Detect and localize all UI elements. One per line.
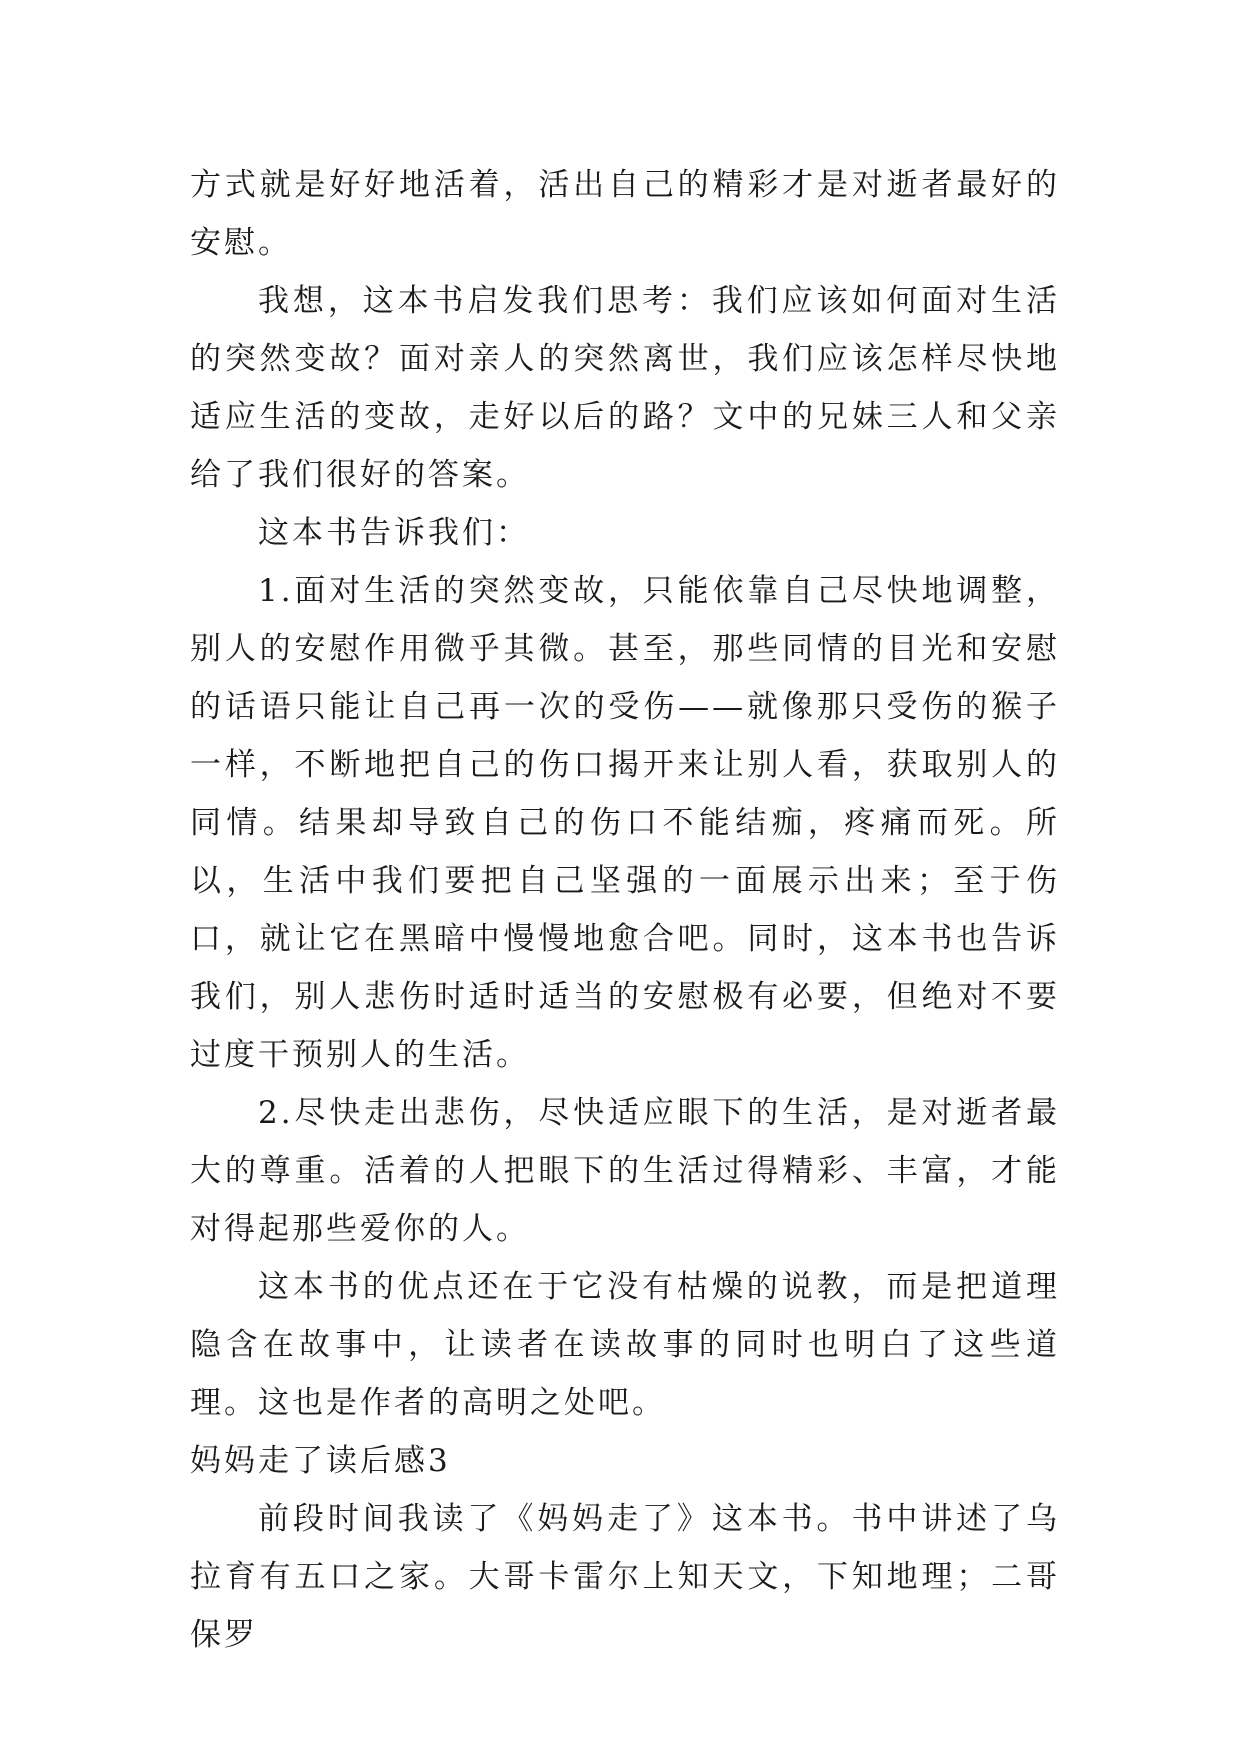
paragraph-lesson-2: 2.尽快走出悲伤，尽快适应眼下的生活，是对逝者最大的尊重。活着的人把眼下的生活过得精彩、丰富，才能对得起那些爱你的人。 bbox=[190, 1095, 1060, 1247]
document-body bbox=[190, 156, 1060, 1664]
paragraph-merits: 这本书的优点还在于它没有枯燥的说教，而是把道理隐含在故事中，让读者在读故事的同时也明白了这些道理。这也是作者的高明之处吧。 bbox=[190, 1269, 1060, 1421]
section-title: 妈妈走了读后感3 bbox=[190, 1443, 451, 1479]
paragraph-lesson-1: 1.面对生活的突然变故，只能依靠自己尽快地调整，别人的安慰作用微乎其微。甚至，那些同情的目光和安慰的话语只能让自己再一次的受伤——就像那只受伤的猴子一样，不断地把自己的伤口揭开来让别人看，获取别人的同情。结果却导致自己的伤口不能结痂，疼痛而死。所以，生活中我们要把自己坚强的一面展示出来；至于伤口，就让它在黑暗中慢慢地愈合吧。同时，这本书也告诉我们，别人悲伤时适时适当的安慰极有必要，但绝对不要过度干预别人的生活。 bbox=[190, 573, 1060, 1073]
paragraph-reflection: 我想，这本书启发我们思考：我们应该如何面对生活的突然变故？面对亲人的突然离世，我们应该怎样尽快地适应生活的变故，走好以后的路？文中的兄妹三人和父亲给了我们很好的答案。 bbox=[190, 283, 1060, 493]
paragraph-section-3-intro: 前段时间我读了《妈妈走了》这本书。书中讲述了乌拉育有五口之家。大哥卡雷尔上知天文，下知地理；二哥保罗 bbox=[190, 1501, 1060, 1653]
paragraph-continuation: 方式就是好好地活着，活出自己的精彩才是对逝者最好的安慰。 bbox=[190, 167, 1060, 261]
paragraph-lessons-intro: 这本书告诉我们： bbox=[258, 515, 530, 551]
